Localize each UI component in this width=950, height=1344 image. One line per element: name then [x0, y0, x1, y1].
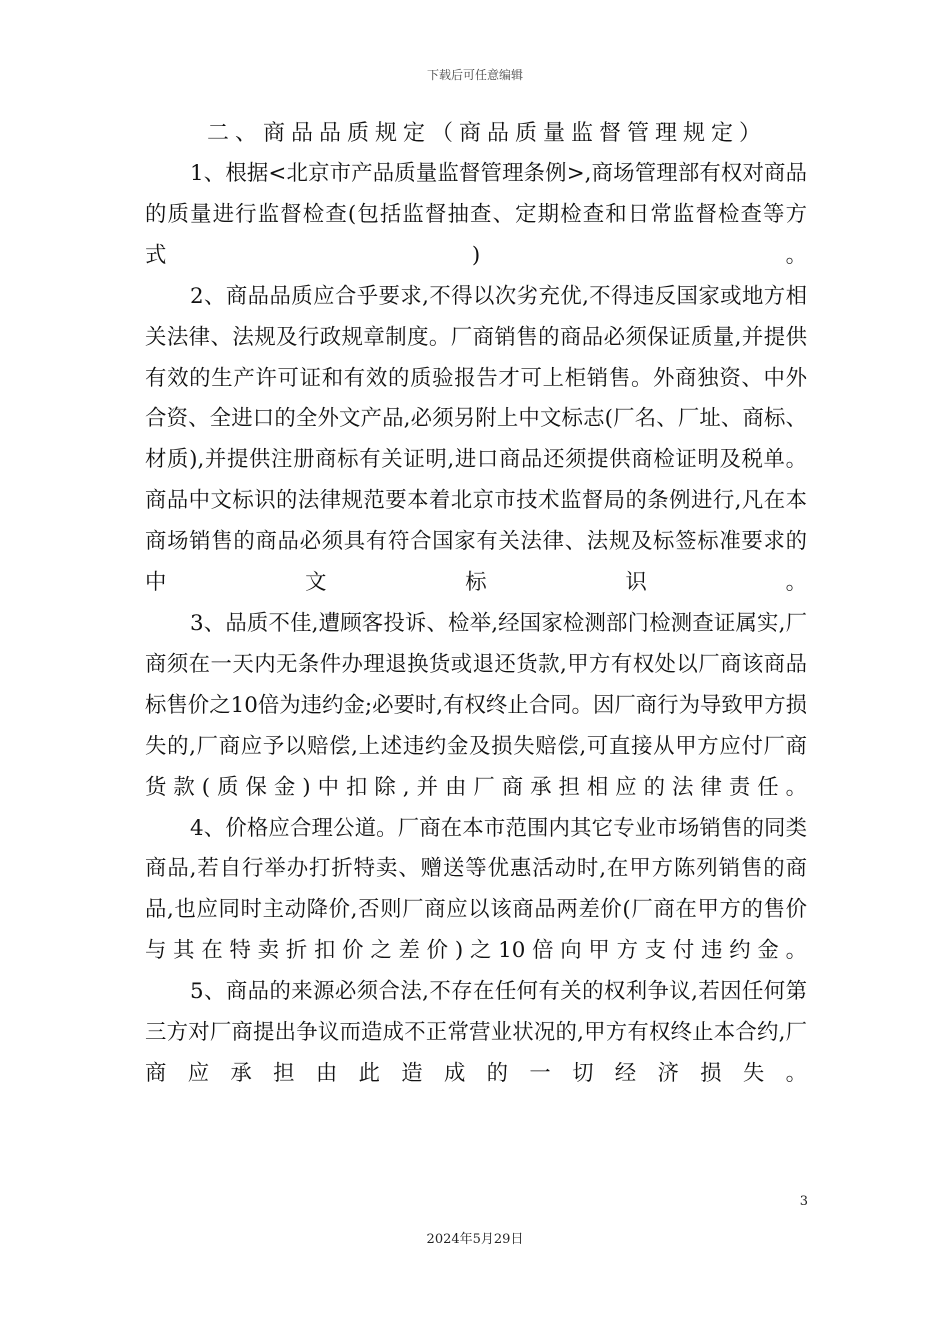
paragraph-1: 1、根据<北京市产品质量监督管理条例>,商场管理部有权对商品的质量进行监督检查(包括监督抽查、定期检查和日常监督检查等方式)。 — [145, 161, 807, 268]
page-header: 下载后可任意编辑 — [426, 68, 523, 82]
paragraph-3: 3、品质不佳,遭顾客投诉、检举,经国家检测部门检测查证属实,厂商须在一天内无条件办理退换货或退还货款,甲方有权处以厂商该商品标售价之10倍为违约金;必要时,有权终止合同。因厂商行为导致甲方损失的,厂商应予以赔偿,上述违约金及损失赔偿,可直接从甲方应付厂商货款(质保金)中扣除,并由厂商承担相应的法律责任。 — [145, 610, 807, 800]
paragraph-5: 5、商品的来源必须合法,不存在任何有关的权利争议,若因任何第三方对厂商提出争议而造成不正常营业状况的,甲方有权终止本合约,厂商应承担由此造成的一切经济损失。 — [145, 979, 807, 1086]
paragraph-4: 4、价格应合理公道。厂商在本市范围内其它专业市场销售的同类商品,若自行举办打折特卖、赠送等优惠活动时,在甲方陈列销售的商品,也应同时主动降价,否则厂商应以该商品两差价(厂商在甲方的售价与其在特卖折扣价之差价)之10倍向甲方支付违约金。 — [145, 815, 807, 964]
page-number: 3 — [799, 1194, 808, 1209]
document-body — [145, 114, 807, 1095]
footer-date: 2024年5月29日 — [426, 1232, 524, 1247]
section-title: 二、商品品质规定（商品质量监督管理规定） — [207, 121, 768, 146]
paragraph-2: 2、商品品质应合乎要求,不得以次劣充优,不得违反国家或地方相关法律、法规及行政规章制度。厂商销售的商品必须保证质量,并提供有效的生产许可证和有效的质验报告才可上柜销售。外商独资、中外合资、全进口的全外文产品,必须另附上中文标志(厂名、厂址、商标、材质),并提供注册商标有关证明,进口商品还须提供商检证明及税单。商品中文标识的法律规范要本着北京市技术监督局的条例进行,凡在本商场销售的商品必须具有符合国家有关法律、法规及标签标准要求的中文标识。 — [145, 283, 807, 596]
